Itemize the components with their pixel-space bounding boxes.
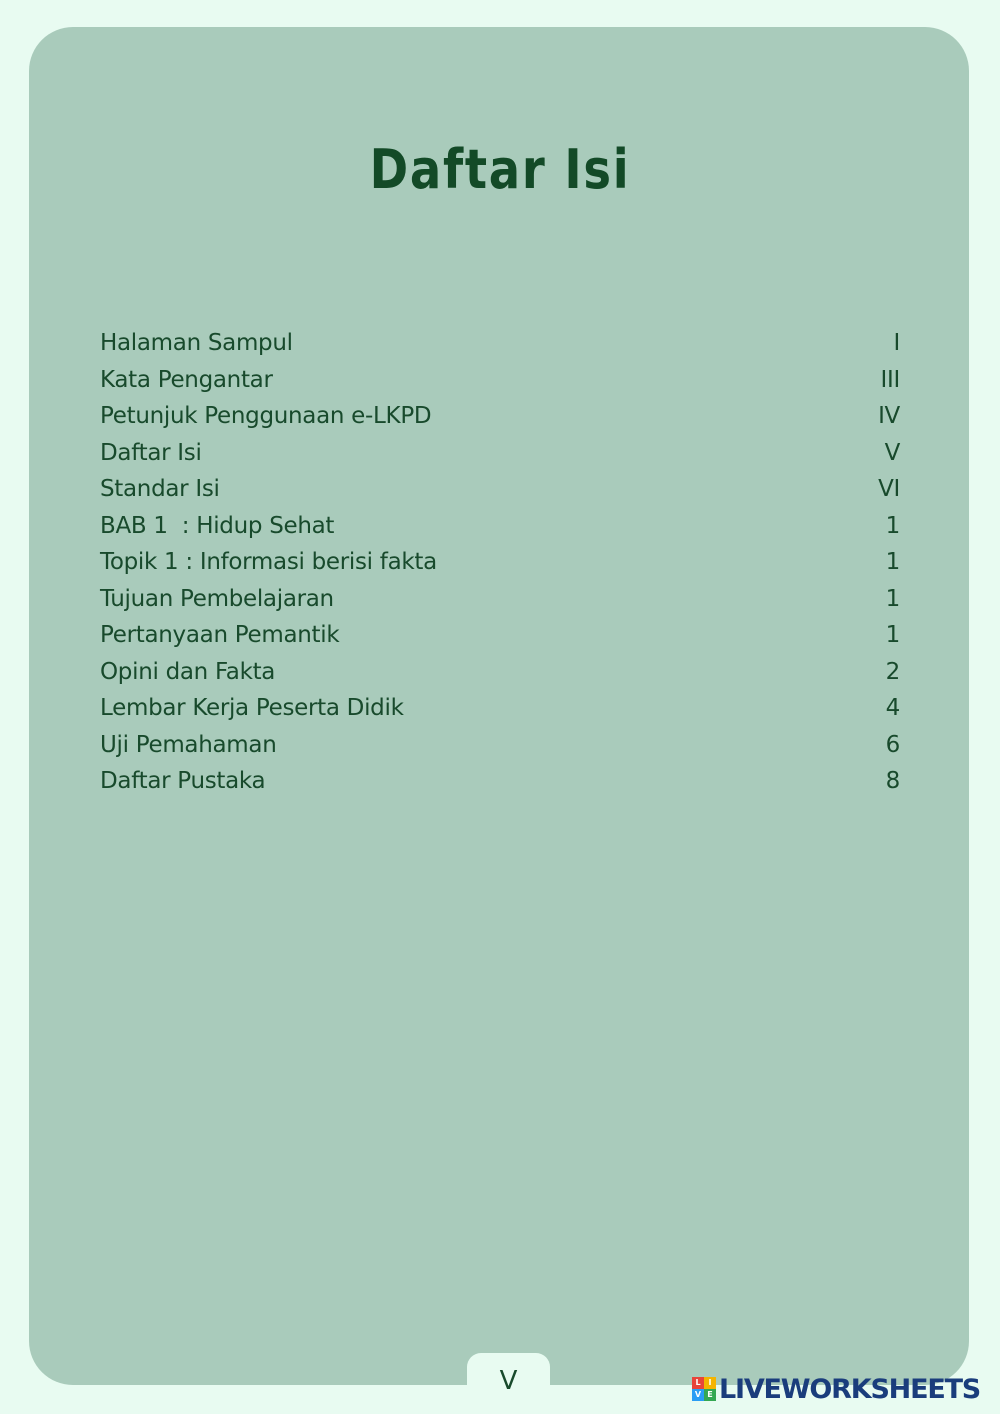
toc-entry-page: 2: [885, 658, 900, 685]
toc-entry-page: 1: [885, 512, 900, 539]
logo-letter: E: [704, 1389, 716, 1401]
toc-row: [100, 362, 900, 399]
toc-row: [100, 727, 900, 764]
liveworksheets-brand[interactable]: [692, 1372, 980, 1406]
toc-entry-page: III: [880, 366, 900, 393]
table-of-contents: [100, 325, 900, 800]
toc-entry-label: Opini dan Fakta: [100, 658, 276, 685]
toc-row: [100, 398, 900, 435]
toc-entry-page: VI: [878, 476, 900, 502]
toc-entry-page: 1: [885, 585, 900, 612]
toc-entry-page: V: [884, 439, 900, 466]
logo-letter: L: [692, 1377, 704, 1389]
toc-entry-page: 1: [885, 549, 900, 575]
toc-row: [100, 763, 900, 800]
toc-entry-label: Pertanyaan Pemantik: [100, 622, 340, 648]
toc-entry-label: Standar Isi: [100, 476, 220, 502]
logo-letter: I: [704, 1377, 716, 1389]
toc-entry-page: I: [893, 330, 900, 356]
toc-row: [100, 654, 900, 691]
toc-entry-page: 8: [885, 768, 900, 794]
toc-row: [100, 617, 900, 654]
toc-row: [100, 690, 900, 727]
page-number-tab: [467, 1353, 550, 1414]
toc-row: [100, 581, 900, 618]
toc-entry-label: Daftar Isi: [100, 439, 202, 466]
toc-entry-page: IV: [878, 403, 900, 429]
toc-entry-label: Kata Pengantar: [100, 366, 273, 393]
brand-name: LIVEWORKSHEETS: [719, 1373, 981, 1405]
toc-entry-label: Lembar Kerja Peserta Didik: [100, 695, 404, 721]
page-title: Daftar Isi: [369, 138, 631, 201]
logo-letter: V: [692, 1389, 704, 1401]
toc-entry-page: 4: [885, 695, 900, 721]
toc-entry-label: Topik 1 : Informasi berisi fakta: [100, 549, 437, 575]
toc-row: [100, 435, 900, 472]
toc-entry-label: Halaman Sampul: [100, 330, 293, 356]
toc-row: [100, 471, 900, 508]
toc-entry-label: Daftar Pustaka: [100, 768, 266, 794]
toc-entry-label: BAB 1 : Hidup Sehat: [100, 512, 335, 539]
liveworksheets-logo-icon: [692, 1377, 716, 1401]
toc-entry-label: Petunjuk Penggunaan e-LKPD: [100, 403, 432, 429]
toc-row: [100, 544, 900, 581]
toc-entry-label: Uji Pemahaman: [100, 731, 277, 758]
toc-entry-label: Tujuan Pembelajaran: [100, 585, 334, 612]
toc-row: [100, 508, 900, 545]
page-number: V: [499, 1366, 518, 1396]
toc-entry-page: 1: [885, 622, 900, 648]
toc-entry-page: 6: [885, 731, 900, 758]
toc-row: [100, 325, 900, 362]
